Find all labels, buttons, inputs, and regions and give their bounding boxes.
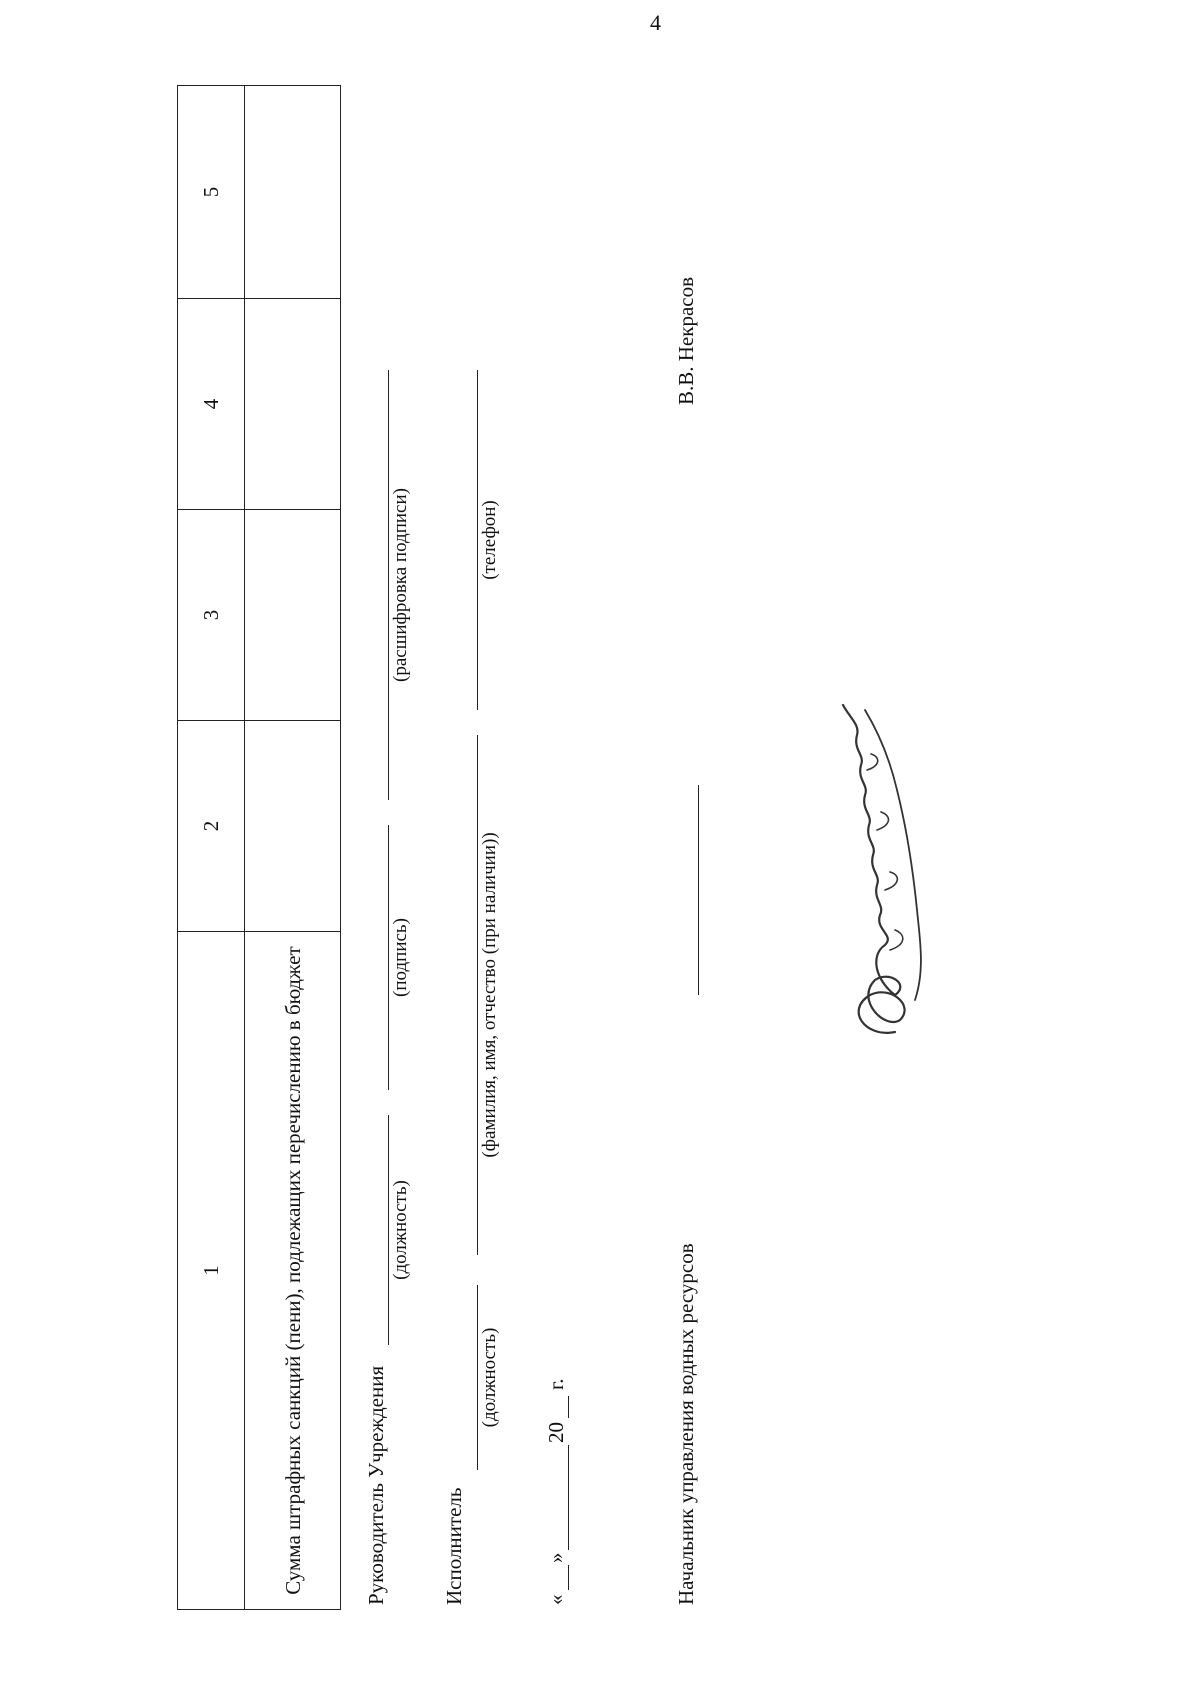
executor-name-line (477, 735, 478, 1255)
table-header-cell: 1 (178, 932, 245, 1610)
table-cell (245, 510, 341, 721)
table-header-row (178, 86, 245, 1610)
date-open-quote: « (544, 1594, 568, 1605)
date-year-prefix: 20 (544, 1422, 568, 1443)
head-signature-line (388, 825, 389, 1090)
rotated-form (140, 80, 1140, 1610)
date-year-line (568, 1396, 569, 1418)
sanctions-table (177, 85, 341, 1610)
table-header-cell: 3 (178, 510, 245, 721)
head-position-line (388, 1115, 389, 1345)
page-number: 4 (650, 10, 661, 35)
table-row (245, 86, 341, 1610)
footer-signature-line (698, 785, 699, 995)
executor-caption-name: (фамилия, имя, отчество (при наличии)) (479, 832, 500, 1158)
head-label: Руководитель Учреждения (364, 1365, 388, 1605)
row-label: Сумма штрафных санкций (пени), подлежащих перечислению в бюджет (245, 932, 341, 1610)
executor-phone-line (477, 370, 478, 710)
date-month-line (568, 1445, 569, 1550)
footer-position: Начальник управления водных ресурсов (674, 1243, 698, 1605)
table-cell (245, 299, 341, 510)
handwritten-signature-icon (835, 700, 945, 1040)
table-header-cell: 4 (178, 299, 245, 510)
date-close-quote: » (544, 1552, 568, 1563)
executor-caption-phone: (телефон) (479, 500, 500, 580)
table-cell (245, 86, 341, 299)
table-cell (245, 721, 341, 932)
executor-label: Исполнитель (442, 1487, 466, 1605)
head-name-line (388, 370, 389, 800)
head-caption-signature: (подпись) (390, 918, 411, 997)
date-day-line (568, 1565, 569, 1590)
executor-caption-position: (должность) (479, 1327, 500, 1428)
head-caption-position: (должность) (390, 1180, 411, 1280)
footer-name: В.В. Некрасов (674, 276, 698, 405)
table-header-cell: 2 (178, 721, 245, 932)
table-header-cell: 5 (178, 86, 245, 299)
date-year-suffix: г. (544, 1378, 568, 1390)
executor-position-line (477, 1285, 478, 1470)
head-caption-name: (расшифровка подписи) (390, 488, 411, 682)
